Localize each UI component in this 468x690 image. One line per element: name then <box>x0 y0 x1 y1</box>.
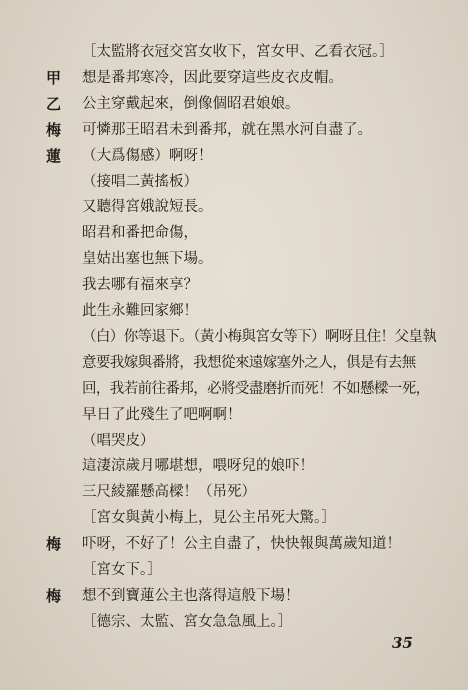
line-text: 早日了此殘生了吧啊啊！ <box>82 406 242 423</box>
speaker-label: 梅 <box>46 120 62 139</box>
script-line <box>0 299 468 323</box>
line-text: ［太監將衣冠交宮女收下，宮女甲、乙看衣冠。］ <box>82 44 394 60</box>
line-text: 皇姑出塞也無下場。 <box>82 251 213 268</box>
speaker-label: 梅 <box>46 586 62 605</box>
script-line <box>0 170 468 194</box>
script-line <box>0 40 468 64</box>
line-text: 這淒涼歲月哪堪想，喂呀兒的娘吓！ <box>82 458 314 475</box>
line-text: 想是番邦寒冷，因此要穿這些皮衣皮帽。 <box>82 69 343 86</box>
line-text: 可憐那王昭君未到番邦，就在黑水河自盡了。 <box>82 121 372 138</box>
script-line <box>0 273 468 297</box>
line-text: （唱哭皮） <box>82 432 155 449</box>
script-line <box>0 66 468 90</box>
line-text: 吓呀，不好了！公主自盡了，快快報與萬歲知道！ <box>82 536 401 553</box>
script-line <box>0 247 468 271</box>
speaker-label: 乙 <box>46 94 62 113</box>
script-line <box>0 351 468 375</box>
line-text: 意要我嫁與番將，我想從來遠嫁塞外之人，俱是有去無 <box>82 354 416 371</box>
script-line <box>0 454 468 478</box>
script-line <box>0 118 468 142</box>
line-text: 三尺綾羅懸高樑！（吊死） <box>82 484 256 501</box>
script-line <box>0 558 468 582</box>
line-text: （大爲傷感）啊呀！ <box>82 147 213 164</box>
script-line <box>0 221 468 245</box>
line-text: 回，我若前往番邦，必將受盡磨折而死！不如懸樑一死， <box>82 380 430 397</box>
speaker-label: 梅 <box>46 535 62 554</box>
speaker-label: 蓮 <box>46 146 62 165</box>
script-line <box>0 377 468 401</box>
line-text: 我去哪有福來享？ <box>82 277 198 294</box>
script-line <box>0 92 468 116</box>
script-line <box>0 144 468 168</box>
line-text: ［德宗、太監、宮女急急風上。］ <box>82 613 293 630</box>
script-line <box>0 429 468 453</box>
line-text: （接唱二黃搖板） <box>82 173 198 190</box>
script-line <box>0 506 468 530</box>
script-line <box>0 480 468 504</box>
script-line <box>0 532 468 556</box>
line-text: （白）你等退下。（黃小梅與宮女等下）啊呀且住！父皇執 <box>82 328 437 345</box>
line-text: ［宮女下。］ <box>82 562 162 578</box>
script-line <box>0 610 468 634</box>
line-text: 又聽得宮娥說短長。 <box>82 199 213 216</box>
script-line <box>0 403 468 427</box>
script-line <box>0 195 468 219</box>
line-text: ［宮女與黃小梅上，見公主吊死大驚。］ <box>82 510 336 527</box>
speaker-label: 甲 <box>46 68 62 87</box>
line-text: 想不到寶蓮公主也落得這般下場！ <box>82 587 300 604</box>
line-text: 此生永難回家鄉！ <box>82 303 198 319</box>
script-line <box>0 584 468 608</box>
line-text: 昭君和番把命傷， <box>82 225 198 242</box>
page-number: 35 <box>392 634 413 652</box>
line-text: 公主穿戴起來，倒像個昭君娘娘。 <box>82 95 300 112</box>
script-line <box>0 325 468 349</box>
